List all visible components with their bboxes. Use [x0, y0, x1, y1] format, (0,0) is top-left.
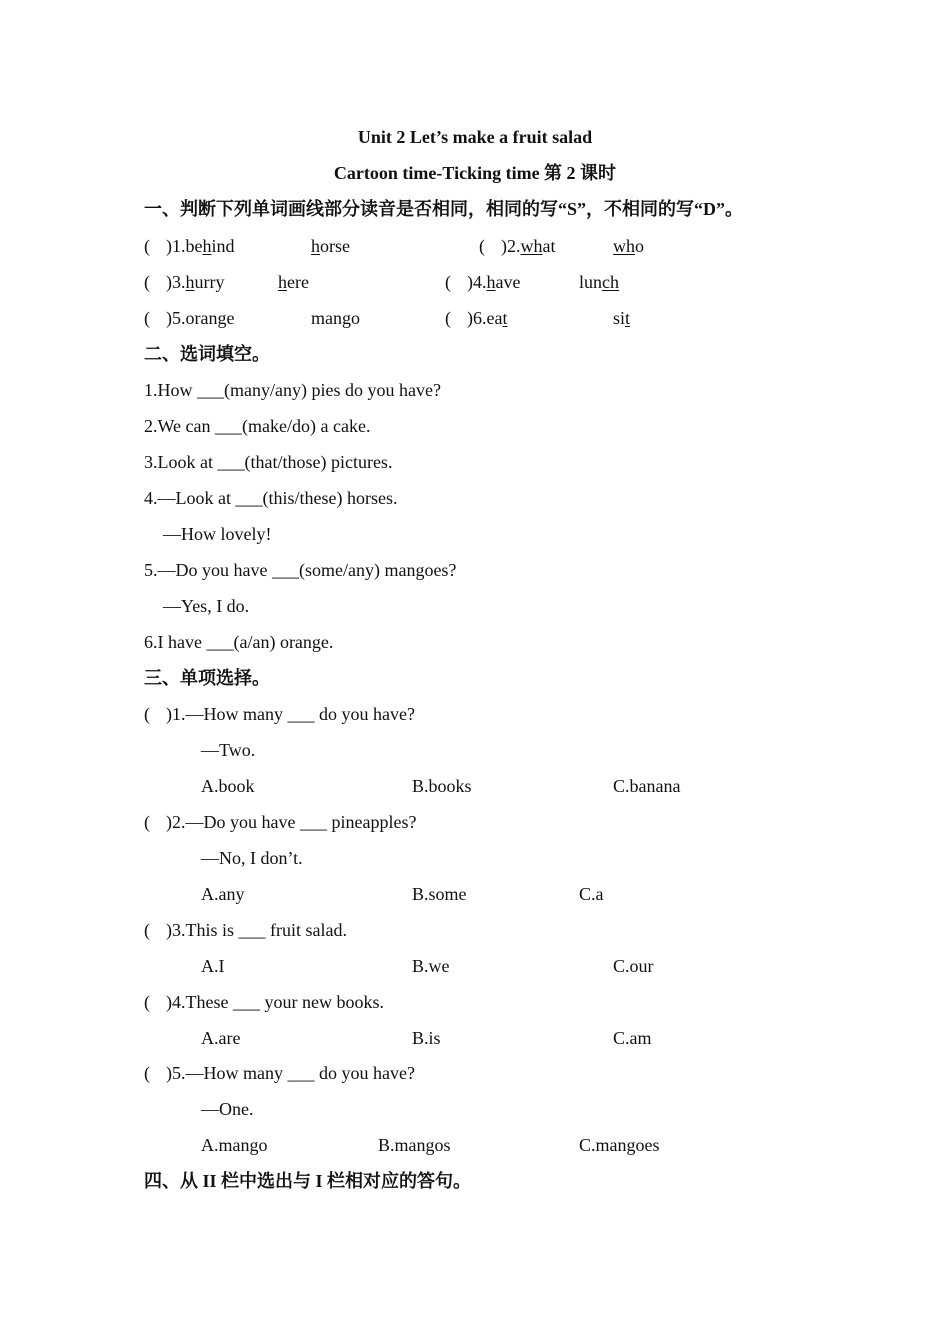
p2-item-1: 1.How ___(many/any) pies do you have? — [144, 380, 441, 400]
p3-q3-option-b: B.we — [412, 956, 450, 976]
p1-q6-word2: sit — [613, 308, 631, 328]
section-heading-3: 三、单项选择。 — [144, 668, 270, 688]
p1-q1-word2: horse — [311, 236, 350, 256]
p2-item-2: 2.We can ___(make/do) a cake. — [144, 416, 371, 436]
p3-q3-stem: ( )3.This is ___ fruit salad. — [144, 920, 347, 940]
p1-q2-word2: who — [613, 236, 644, 256]
section-heading-1: 一、判断下列单词画线部分读音是否相同，相同的写“S”，不相同的写“D”。 — [144, 199, 744, 219]
p3-q1-stem: ( )1.—How many ___ do you have? — [144, 704, 415, 724]
p3-q5-option-c: C.mangoes — [579, 1135, 660, 1155]
p3-q2-reply: —No, I don’t. — [201, 848, 303, 868]
p3-q1-reply: —Two. — [201, 740, 256, 760]
p3-q4-option-c: C.am — [613, 1028, 652, 1048]
p1-q3-word2: here — [278, 272, 309, 292]
p3-q2-option-b: B.some — [412, 884, 467, 904]
p1-q5: ( )5.orange — [144, 308, 235, 328]
p3-q4-option-b: B.is — [412, 1028, 441, 1048]
p3-q1-option-a: A.book — [201, 776, 255, 796]
p3-q5-stem: ( )5.—How many ___ do you have? — [144, 1063, 415, 1083]
p3-q3-option-a: A.I — [201, 956, 225, 976]
p1-q4-word2: lunch — [579, 272, 620, 292]
p3-q2-stem: ( )2.—Do you have ___ pineapples? — [144, 812, 417, 832]
p1-q4: ( )4.have — [445, 272, 521, 292]
p3-q2-option-c: C.a — [579, 884, 604, 904]
p3-q3-option-c: C.our — [613, 956, 654, 976]
p1-q6: ( )6.eat — [445, 308, 508, 328]
p3-q5-option-b: B.mangos — [378, 1135, 451, 1155]
page-subtitle: Cartoon time-Ticking time 第 2 课时 — [333, 163, 617, 183]
p2-item-3: 3.Look at ___(that/those) pictures. — [144, 452, 393, 472]
section-heading-4: 四、从 II 栏中选出与 I 栏相对应的答句。 — [144, 1171, 472, 1191]
p3-q4-option-a: A.are — [201, 1028, 241, 1048]
p2-item-5: 5.—Do you have ___(some/any) mangoes? — [144, 560, 457, 580]
p1-q3: ( )3.hurry — [144, 272, 225, 292]
p1-q5-word2: mango — [311, 308, 360, 328]
p3-q1-option-b: B.books — [412, 776, 472, 796]
p3-q5-option-a: A.mango — [201, 1135, 268, 1155]
p2-item-4-reply: —How lovely! — [163, 524, 272, 544]
page-title: Unit 2 Let’s make a fruit salad — [357, 127, 593, 147]
p3-q5-reply: —One. — [201, 1099, 254, 1119]
p3-q1-option-c: C.banana — [613, 776, 681, 796]
p2-item-5-reply: —Yes, I do. — [163, 596, 250, 616]
p2-item-6: 6.I have ___(a/an) orange. — [144, 632, 334, 652]
p1-q2: ( )2.what — [479, 236, 556, 256]
p2-item-4: 4.—Look at ___(this/these) horses. — [144, 488, 398, 508]
p3-q4-stem: ( )4.These ___ your new books. — [144, 992, 384, 1012]
section-heading-2: 二、选词填空。 — [144, 344, 270, 364]
p3-q2-option-a: A.any — [201, 884, 245, 904]
p1-q1: ( )1.behind — [144, 236, 235, 256]
